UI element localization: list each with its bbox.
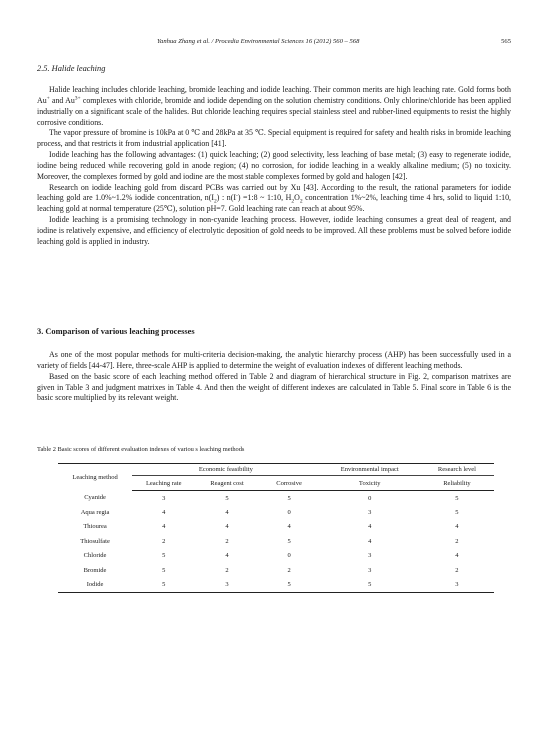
method-name: Cyanide: [84, 494, 106, 502]
header-environmental-impact: Environmental impact: [320, 464, 420, 476]
text-run: ) =1:8 ~ 1:10, H: [237, 193, 292, 203]
score-toxicity: 3: [368, 509, 372, 517]
subscript: 2: [213, 199, 217, 206]
paragraph-ahp: As one of the most popular methods for multi-criteria decision-making, the analytic hierarchy process (AHP) has been successfully used in a variety of fields [44-47]. Here, three-scale AHP is applied to determine the weight of evaluation indexes of different leaching methods.: [37, 350, 511, 370]
score-corrosive: 5: [287, 494, 291, 502]
table-caption: Table 2 Basic scores of different evaluation indexes of variou s leaching methods: [37, 446, 245, 453]
header-economic-feasibility: Economic feasibility: [132, 464, 319, 476]
subscript: 2: [291, 199, 295, 206]
score-corrosive: 4: [287, 523, 291, 531]
score-leaching-rate: 5: [162, 552, 166, 560]
score-leaching-rate: 4: [162, 509, 166, 517]
running-title: Yanhua Zhang et al. / Procedia Environmental Sciences 16 (2012) 560 – 568: [157, 38, 360, 45]
paragraph-halide-intro: [37, 85, 511, 128]
paragraph-bromide: The vapor pressure of bromine is 10kPa at 0 ℃ and 28kPa at 35 ℃. Special equipment is required for safety and health risks in bromide leaching process, and that restricts it from industrial application [41].: [37, 128, 511, 149]
text-run: Research on iodide leaching gold from discard PCBs was carried out by Xu [43]. According to the result, the rational parameters for iodide leaching gold are 1.0%~1.2% iodide concentration, n(I: [37, 182, 511, 203]
text-run: ) : n(I: [216, 193, 236, 203]
text-run: and Au: [49, 95, 75, 105]
running-header: [37, 38, 511, 50]
basic-scores-table: [58, 463, 494, 593]
superscript: -: [235, 192, 238, 199]
method-name: Iodide: [58, 577, 132, 592]
text-run: Halide leaching includes chloride leaching, bromide leaching and iodide leaching. Their common merits are high leaching rate. Gold forms both Au: [37, 85, 511, 105]
text-run: O: [294, 193, 300, 203]
score-reliability: 3: [420, 577, 494, 592]
score-reliability: 5: [455, 509, 459, 517]
header-leaching-rate: Leaching rate: [132, 476, 195, 491]
score-reagent-cost: 4: [225, 509, 229, 517]
score-reagent-cost: 2: [225, 566, 229, 574]
table-row: [58, 491, 494, 506]
score-reliability: 4: [455, 523, 459, 531]
score-reagent-cost: 4: [225, 523, 229, 531]
score-reagent-cost: 3: [195, 577, 258, 592]
table-row: [58, 577, 494, 592]
table-row: [58, 520, 494, 534]
score-toxicity: 4: [368, 523, 372, 531]
method-name: Thiourea: [83, 523, 107, 531]
score-reliability: 2: [455, 537, 459, 545]
superscript: 3+: [74, 95, 81, 102]
header-reliability: Reliability: [420, 476, 494, 491]
score-toxicity: 3: [368, 566, 372, 574]
method-name: Aqua regia: [80, 509, 110, 517]
method-name: Chloride: [83, 552, 107, 560]
section-comparison-body: [37, 350, 511, 404]
table-row: [58, 534, 494, 548]
score-toxicity: 3: [368, 552, 372, 560]
paragraph-iodide-outlook: Iodide leaching is a promising technology in non-cyanide leaching process. However, iodide leaching consumes a great deal of reagent, and iodine is relatively expensive, and efficiency of electrolytic deposition of gold needs to be improved. All these problems must be solved before iodide leaching gold is applied in industry.: [37, 215, 511, 246]
header-reagent-cost: Reagent cost: [195, 476, 258, 491]
method-name: Bromide: [83, 566, 107, 574]
score-toxicity: 4: [368, 537, 372, 545]
section-heading-comparison: 3. Comparison of various leaching processes: [37, 327, 195, 336]
header-corrosive: Corrosive: [259, 476, 320, 491]
paragraph-iodide-research: [37, 183, 511, 216]
header-toxicity: Toxicity: [320, 476, 420, 491]
score-corrosive: 2: [287, 566, 291, 574]
score-toxicity: 0: [368, 494, 372, 502]
score-leaching-rate: 5: [162, 566, 166, 574]
text-run: concentration 1%~2%, leaching time 4 hrs, solid to liquid 1:10, leaching gold at normal temperature (25℃), solution pH=7. Gold leaching rate can reach at about 95%.: [37, 193, 512, 214]
method-name: Thiosulfate: [80, 537, 110, 545]
text-run: complexes with chloride, bromide and iodide depending on the solution chemistry conditions. Only chlorine/chloride has been applied industrially on a significant scale of the halides. But chloride leaching requires special stainless steel and rubber-lined equipments to resist the highly corrosive conditions.: [37, 95, 511, 127]
score-reagent-cost: 2: [225, 537, 229, 545]
score-leaching-rate: 3: [162, 494, 166, 502]
score-leaching-rate: 5: [132, 577, 195, 592]
score-reliability: 5: [455, 494, 459, 502]
score-leaching-rate: 4: [162, 523, 166, 531]
score-reagent-cost: 4: [225, 552, 229, 560]
paragraph-table-overview: Based on the basic score of each leaching method offered in Table 2 and diagram of hierarchical structure in Fig. 2, comparison matrixes are given in Table 3 and judgment matrixes in Table 4. And then the weight of different indexes are calculated in Table 5. Final score in Table 6 is the basic score multiplied by its relevant weight.: [37, 371, 511, 403]
table-body: [58, 491, 494, 593]
score-reliability: 2: [455, 566, 459, 574]
score-reliability: 4: [455, 552, 459, 560]
score-toxicity: 5: [320, 577, 420, 592]
score-corrosive: 5: [287, 537, 291, 545]
header-leaching-method: Leaching method: [58, 464, 132, 491]
score-corrosive: 5: [259, 577, 320, 592]
section-heading-halide-leaching: 2.5. Halide leaching: [37, 64, 106, 73]
score-corrosive: 0: [287, 552, 291, 560]
subscript: 2: [299, 199, 303, 206]
score-leaching-rate: 2: [162, 537, 166, 545]
header-research-level: Research level: [420, 464, 494, 476]
table-row: [58, 563, 494, 577]
table-row: [58, 505, 494, 519]
score-reagent-cost: 5: [225, 494, 229, 502]
table-row: [58, 549, 494, 563]
paragraph-iodide-advantages: Iodide leaching has the following advantages: (1) quick leaching; (2) good selectivity, less leaching of base metal; (3) easy to regenerate iodide, iodine being reduced while recovering gold in anode region; (4) no corrosion, for iodide leaching in a weakly alkaline medium; (5) no toxicity. Moreover, the complexes formed by gold and iodine are the most stable complexes formed by gold and halogen [42].: [37, 150, 511, 181]
superscript: +: [46, 95, 50, 102]
page-number: 565: [501, 38, 511, 45]
section-halide-body: [37, 85, 511, 248]
score-corrosive: 0: [287, 509, 291, 517]
